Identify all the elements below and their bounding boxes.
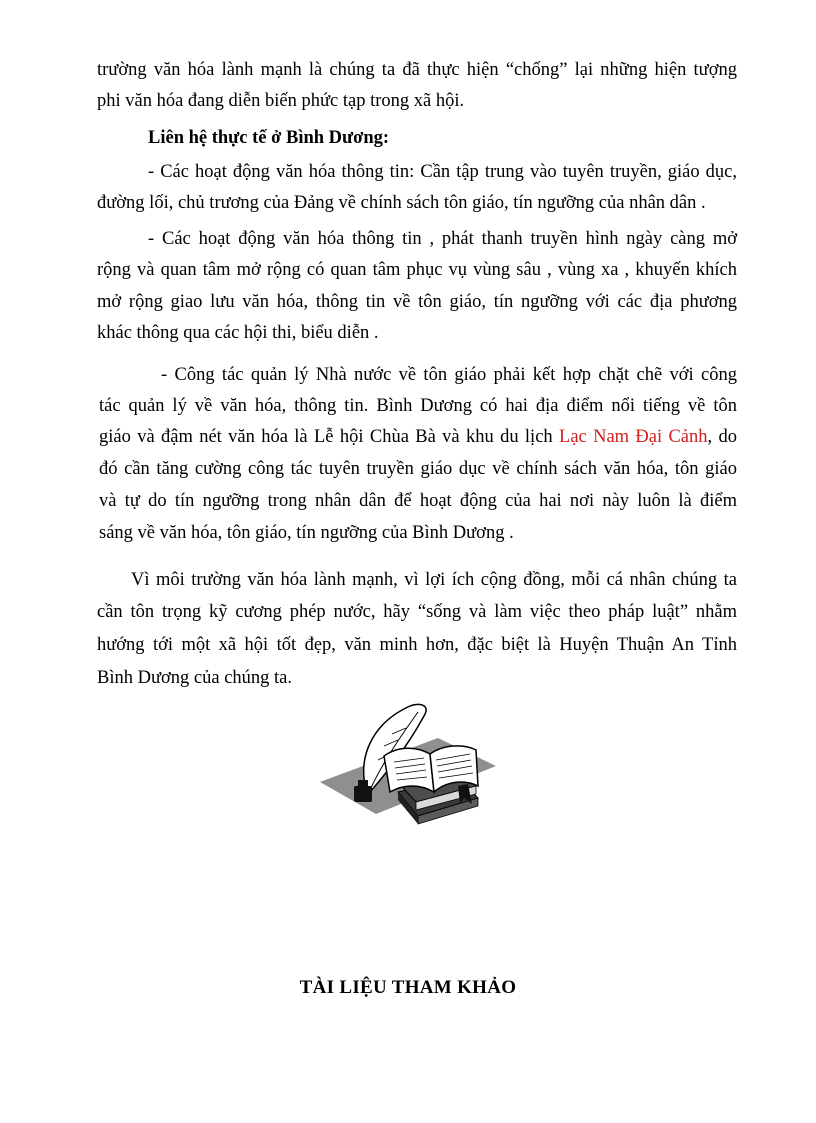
para3-line-3-tail: , do xyxy=(707,427,737,447)
para2-line-4: khác thông qua các hội thi, biểu diễn . xyxy=(97,323,379,343)
para3-line-5: và tự do tín ngưỡng trong nhân dân để hoạt động của hai nơi này luôn là điểm xyxy=(99,491,737,511)
para3-line-3-text: giáo và đậm nét văn hóa là Lễ hội Chùa Bà và khu du lịch xyxy=(99,427,560,447)
para2-line-2: rộng và quan tâm mở rộng có quan tâm phục vụ vùng sâu , vùng xa , khuyến khích xyxy=(97,260,737,280)
para3-line-4: đó cần tăng cường công tác tuyên truyền giáo dục về chính sách văn hóa, tôn giáo xyxy=(99,459,737,479)
conclusion-line-1: Vì môi trường văn hóa lành mạnh, vì lợi ích cộng đồng, mỗi cá nhân chúng ta xyxy=(131,570,737,590)
conclusion-line-2: cần tôn trọng kỹ cương phép nước, hãy “sống và làm việc theo pháp luật” nhằm xyxy=(97,602,737,622)
para1-line-1: - Các hoạt động văn hóa thông tin: Cần tập trung vào tuyên truyền, giáo dục, xyxy=(148,162,737,182)
references-title: TÀI LIỆU THAM KHẢO xyxy=(299,977,517,998)
intro-line-2: phi văn hóa đang diễn biến phức tạp trong xã hội. xyxy=(97,91,465,111)
conclusion-line-3: hướng tới một xã hội tốt đẹp, văn minh hơn, đặc biệt là Huyện Thuận An Tỉnh xyxy=(97,635,737,655)
para3-line-3 xyxy=(99,426,737,448)
lac-nam-dai-canh-link[interactable]: Lạc Nam Đại Cảnh xyxy=(559,427,708,447)
section-heading: Liên hệ thực tế ở Bình Dương: xyxy=(148,128,390,148)
para3-line-2: tác quản lý về văn hóa, thông tin. Bình Dương có hai địa điểm nổi tiếng về tôn xyxy=(99,396,737,416)
conclusion-line-4: Bình Dương của chúng ta. xyxy=(97,668,293,688)
para3-line-1: - Công tác quản lý Nhà nước về tôn giáo phải kết hợp chặt chẽ với công xyxy=(161,365,737,385)
para1-line-2: đường lối, chủ trương của Đảng về chính sách tôn giáo, tín ngưỡng của nhân dân . xyxy=(97,193,706,213)
para3-line-6: sáng về văn hóa, tôn giáo, tín ngưỡng của Bình Dương . xyxy=(99,523,514,543)
para2-line-3: mở rộng giao lưu văn hóa, thông tin về tôn giáo, tín ngưỡng với các địa phương xyxy=(97,292,737,312)
books-quill-inkwell-icon xyxy=(318,700,498,830)
intro-line-1: trường văn hóa lành mạnh là chúng ta đã thực hiện “chống” lại những hiện tượng xyxy=(97,60,737,80)
para2-line-1: - Các hoạt động văn hóa thông tin , phát thanh truyền hình ngày càng mở xyxy=(148,229,737,249)
